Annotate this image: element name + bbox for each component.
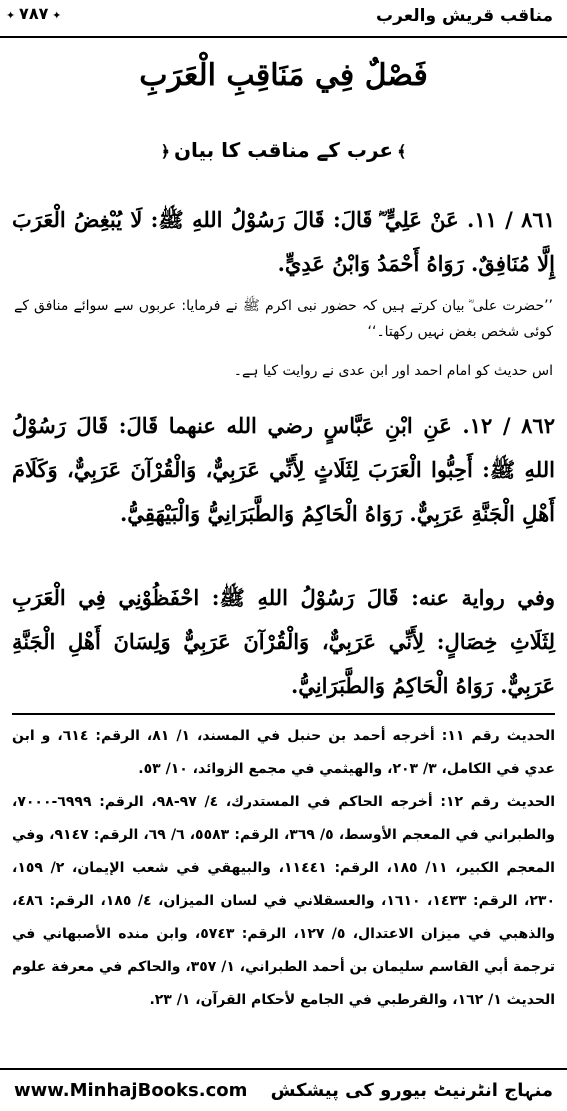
- page-header: [0, 0, 567, 38]
- hadith-2-arabic: ٨٦٢ / ١٢. عَنِ ابْنِ عَبَّاسٍ رضي الله عنهما قَالَ: قَالَ رَسُوْلُ اللهِ ﷺ: أَحِبُّوا الْعَرَبَ لِثَلَاثٍ لِأَنِّي عَرَبِيٌّ، وَالْقُرْآنَ عَرَبِيٌّ، وَكَلَامَ أَهْلِ الْجَنَّةِ عَرَبِيٌّ. رَوَاهُ الْحَاكِمُ وَالطَّبَرَانِيُّ وَالْبَيْهَقِيُّ.: [12, 413, 555, 526]
- chapter-subtitle: [0, 138, 567, 162]
- footnotes: [12, 720, 555, 1017]
- footnote-divider: [12, 713, 555, 715]
- chapter-title: فَصْلٌ فِي مَنَاقِبِ الْعَرَبِ: [139, 58, 428, 93]
- hadith-1-urdu-translation: ’’حضرت علی ؓ بیان کرتے ہیں کہ حضور نبی اکرم ﷺ نے فرمایا: عربوں سے سوائے منافق کے کوئی شخص بغض نہیں رکھتا۔‘‘: [14, 298, 553, 340]
- ornament-bracket-right: ﴾: [397, 142, 407, 161]
- website-link[interactable]: www.MinhajBooks.com: [14, 1080, 248, 1101]
- chapter-subtitle-text: عرب کے مناقب کا بیان: [173, 138, 394, 162]
- page-footer: [0, 1068, 567, 1111]
- hadith-2-variant: وفي رواية عنه: قَالَ رَسُوْلُ اللهِ ﷺ: احْفَظُوْنِي فِي الْعَرَبِ لِثَلَاثِ خِصَالٍ: لِأَنِّي عَرَبِيٌّ، وَالْقُرْآنَ عَرَبِيٌّ وَلِسَانَ أَهْلِ الْجَنَّةِ عَرَبِيٌّ. رَوَاهُ الْحَاكِمُ وَالطَّبَرَانِيُّ.: [12, 585, 555, 698]
- page-number: ✦ ٧٨٧ ✦: [6, 4, 61, 23]
- book-section-title: مناقب قريش والعرب: [376, 6, 553, 26]
- ornament-bracket-left: ﴿: [160, 142, 170, 161]
- hadith-1-arabic: ٨٦١ / ١١. عَنْ عَلِيٍّ ؓ قَالَ: قَالَ رَسُوْلُ اللهِ ﷺ: لَا يُبْغِضُ الْعَرَبَ إِلَّا مُنَافِقٌ. رَوَاهُ أَحْمَدُ وَابْنُ عَدِيٍّ.: [12, 207, 555, 276]
- hadith-1-urdu-source: اس حدیث کو امام احمد اور ابن عدی نے روایت کیا ہے۔: [233, 363, 553, 379]
- footnote-hadith-11: الحديث رقم ١١: أخرجه أحمد بن حنبل في المسند، ١/ ٨١، الرقم: ٦١٤، و ابن عدي في الكامل، ٣/ ٢٠٣، والهيثمي في مجمع الزوائد، ١٠/ ٥٣.: [12, 728, 555, 777]
- footnote-hadith-12: الحديث رقم ١٢: أخرجه الحاكم في المستدرك، ٤/ ٩٧-٩٨، الرقم: ٦٩٩٩-٧٠٠٠، والطبراني في المعجم الأوسط، ٥/ ٣٦٩، الرقم: ٥٥٨٣، ٦/ ٦٩، الرقم: ٩١٤٧، وفي المعجم الكبير، ١١/ ١٨٥، الرقم: ١١٤٤١، والبيهقي في شعب الإيمان، ٢/ ١٥٩، ٢٣٠، الرقم: ١٤٣٣، ١٦١٠، والعسقلاني في لسان الميزان، ٤/ ١٨٥، الرقم: ٤٨٦، والذهبي في ميزان الاعتدال، ٥/ ١٢٧، الرقم: ٥٧٤٣، وابن منده الأصبهاني في ترجمة أبي القاسم سليمان بن أحمد الطبراني، ١/ ٣٥٧، والحاكم في معرفة علوم الحديث ١/ ١٦٢، والقرطبي في الجامع لأحكام القرآن، ١/ ٢٣.: [12, 794, 556, 1008]
- publisher-credit: منہاج انٹرنیٹ بیورو کی پیشکش: [270, 1080, 553, 1101]
